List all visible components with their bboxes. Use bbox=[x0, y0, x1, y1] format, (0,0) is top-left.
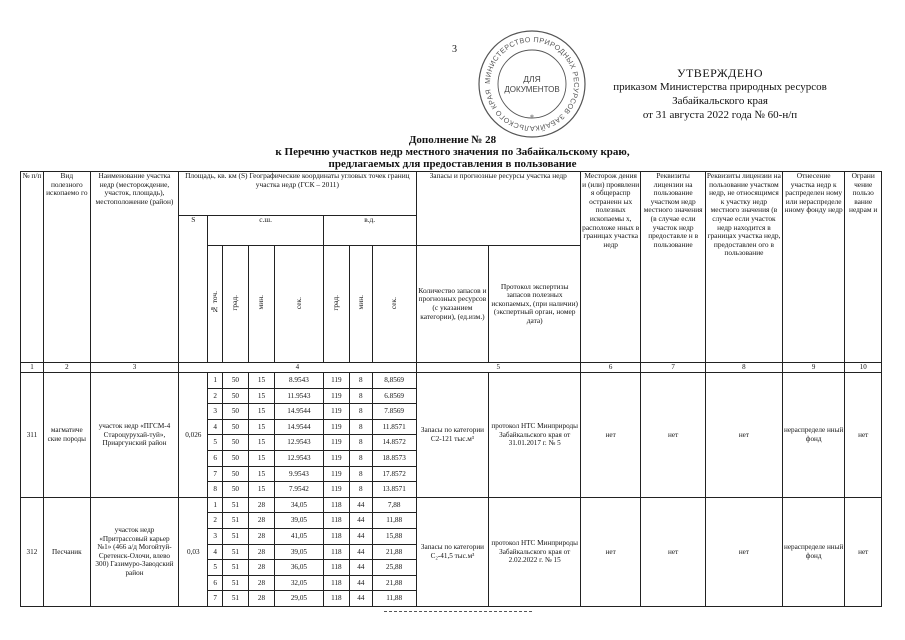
point-no: 2 bbox=[208, 388, 223, 404]
lat-min: 28 bbox=[248, 575, 274, 591]
lat-min: 15 bbox=[248, 482, 274, 498]
point-no: 7 bbox=[208, 591, 223, 607]
lon-min: 8 bbox=[349, 450, 372, 466]
approval-block bbox=[600, 66, 840, 122]
lat-min: 28 bbox=[248, 591, 274, 607]
lat-deg: 50 bbox=[222, 482, 248, 498]
record-license-other: нет bbox=[705, 373, 782, 498]
lon-deg: 119 bbox=[323, 466, 349, 482]
header-plot-name: Наименование участка недр (месторождение, участок, площадь), местоположение (район) bbox=[90, 172, 178, 363]
lat-sec: 14.9544 bbox=[274, 419, 323, 435]
header-restriction: Ограни чение пользо вание недрам и bbox=[845, 172, 882, 363]
lon-min: 8 bbox=[349, 373, 372, 389]
header-no: № п/п bbox=[21, 172, 44, 363]
header-point-no: № точ. bbox=[208, 246, 223, 363]
record-fund: нераспределе нный фонд bbox=[782, 497, 844, 606]
header-reserves-protocol: Протокол экспертизы запасов полезных ископаемых, (при наличии) (экспертный орган, номер дата) bbox=[489, 246, 581, 363]
lon-min: 44 bbox=[349, 528, 372, 544]
record-restriction: нет bbox=[845, 497, 882, 606]
lat-min: 28 bbox=[248, 497, 274, 513]
header-area-s: S bbox=[179, 216, 208, 363]
lon-sec: 7,88 bbox=[372, 497, 416, 513]
record-protocol: протокол НТС Минприроды Забайкальского края от 2.02.2022 г. № 15 bbox=[489, 497, 581, 606]
lat-sec: 36,05 bbox=[274, 560, 323, 576]
lat-deg: 50 bbox=[222, 466, 248, 482]
stamp-center-line1: ДЛЯ bbox=[523, 74, 541, 84]
point-no: 6 bbox=[208, 575, 223, 591]
point-no: 2 bbox=[208, 513, 223, 529]
point-no: 1 bbox=[208, 373, 223, 389]
lon-min: 8 bbox=[349, 419, 372, 435]
lon-min: 8 bbox=[349, 482, 372, 498]
lon-deg: 118 bbox=[323, 575, 349, 591]
lon-deg: 119 bbox=[323, 482, 349, 498]
lat-deg: 51 bbox=[222, 497, 248, 513]
lon-sec: 14.8572 bbox=[372, 435, 416, 451]
record-deposits: нет bbox=[580, 373, 640, 498]
lat-deg: 51 bbox=[222, 591, 248, 607]
record-deposits: нет bbox=[580, 497, 640, 606]
lat-min: 15 bbox=[248, 419, 274, 435]
lon-deg: 118 bbox=[323, 544, 349, 560]
record-mineral: Песчаник bbox=[43, 497, 90, 606]
header-lat-deg: град. bbox=[222, 246, 248, 363]
lat-deg: 50 bbox=[222, 450, 248, 466]
official-seal-stamp bbox=[476, 28, 588, 140]
lat-sec: 39,05 bbox=[274, 513, 323, 529]
coordinate-row bbox=[21, 373, 882, 389]
lat-min: 15 bbox=[248, 450, 274, 466]
approval-line2: приказом Министерства природных ресурсов bbox=[613, 81, 827, 93]
lat-min: 28 bbox=[248, 544, 274, 560]
lon-deg: 119 bbox=[323, 419, 349, 435]
record-area: 0,03 bbox=[179, 497, 208, 606]
lon-sec: 11,88 bbox=[372, 591, 416, 607]
header-fund: Отнесение участка недр к распределен ному или нераспределе нному фонду недр bbox=[782, 172, 844, 363]
header-lon-sec: сек. bbox=[372, 246, 416, 363]
lon-deg: 118 bbox=[323, 513, 349, 529]
lat-min: 28 bbox=[248, 513, 274, 529]
column-numbers-row: 1 2 3 4 5 6 7 8 9 10 bbox=[21, 363, 882, 373]
header-area-coords: Площадь, кв. км (S) Географические координаты угловых точек границ участка недр (ГСК – 2011) bbox=[179, 172, 416, 216]
lat-min: 15 bbox=[248, 373, 274, 389]
lat-deg: 50 bbox=[222, 419, 248, 435]
record-license-local: нет bbox=[641, 373, 706, 498]
approval-title: УТВЕРЖДЕНО bbox=[676, 66, 763, 80]
lat-sec: 14.9544 bbox=[274, 404, 323, 420]
point-no: 1 bbox=[208, 497, 223, 513]
lon-sec: 6.8569 bbox=[372, 388, 416, 404]
lon-min: 44 bbox=[349, 513, 372, 529]
header-lat-sec: сек. bbox=[274, 246, 323, 363]
lat-sec: 32,05 bbox=[274, 575, 323, 591]
point-no: 5 bbox=[208, 435, 223, 451]
lat-deg: 51 bbox=[222, 544, 248, 560]
lat-min: 15 bbox=[248, 404, 274, 420]
title-line1: Дополнение № 28 bbox=[408, 134, 497, 146]
lon-sec: 11,88 bbox=[372, 513, 416, 529]
lat-deg: 50 bbox=[222, 404, 248, 420]
lon-sec: 21,88 bbox=[372, 575, 416, 591]
header-reserves: Запасы и прогнозные ресурсы участка недр bbox=[416, 172, 580, 246]
lat-sec: 39,05 bbox=[274, 544, 323, 560]
lon-sec: 8,8569 bbox=[372, 373, 416, 389]
lon-deg: 119 bbox=[323, 435, 349, 451]
point-no: 4 bbox=[208, 419, 223, 435]
document-title bbox=[180, 134, 725, 170]
header-lon-min: мин. bbox=[349, 246, 372, 363]
lat-sec: 8.9543 bbox=[274, 373, 323, 389]
point-no: 4 bbox=[208, 544, 223, 560]
lat-deg: 50 bbox=[222, 435, 248, 451]
point-no: 3 bbox=[208, 528, 223, 544]
stamp-center-line2: ДОКУМЕНТОВ bbox=[504, 85, 560, 94]
title-line3: предлагаемых для предоставления в пользование bbox=[328, 158, 577, 170]
lon-sec: 18.8573 bbox=[372, 450, 416, 466]
lon-sec: 7.8569 bbox=[372, 404, 416, 420]
lon-min: 8 bbox=[349, 466, 372, 482]
record-reserves: Запасы по категории С2-121 тыс.м³ bbox=[416, 373, 489, 498]
record-area: 0,026 bbox=[179, 373, 208, 498]
record-plot-name: участок недр «ПГСМ-4 Староцурухай-туй», Приаргунский район bbox=[90, 373, 178, 498]
coordinate-row bbox=[21, 497, 882, 513]
point-no: 5 bbox=[208, 560, 223, 576]
lat-deg: 51 bbox=[222, 575, 248, 591]
lat-min: 15 bbox=[248, 466, 274, 482]
header-deposits: Месторож дения и (или) проявлени я общераспр остраненн ых полезных ископаемы х, расположе нных в границах участка недр bbox=[580, 172, 640, 363]
lat-sec: 11.9543 bbox=[274, 388, 323, 404]
lon-deg: 119 bbox=[323, 404, 349, 420]
record-restriction: нет bbox=[845, 373, 882, 498]
record-license-other: нет bbox=[705, 497, 782, 606]
approval-line3: Забайкальского края bbox=[672, 95, 768, 107]
lon-sec: 15,88 bbox=[372, 528, 416, 544]
record-fund: нераспределе нный фонд bbox=[782, 373, 844, 498]
header-license-other: Реквизиты лицензии на пользование участком недр, не относящимся к участку недр местного значения (в случае если участок недр находится в границах участка недр, предоставлен ого в пользование bbox=[705, 172, 782, 363]
lon-sec: 13.8571 bbox=[372, 482, 416, 498]
lat-sec: 41,05 bbox=[274, 528, 323, 544]
lon-sec: 11.8571 bbox=[372, 419, 416, 435]
header-latitude: с.ш. bbox=[208, 216, 324, 246]
header-longitude: в.д. bbox=[323, 216, 416, 246]
lon-deg: 118 bbox=[323, 560, 349, 576]
lon-min: 44 bbox=[349, 544, 372, 560]
lon-deg: 119 bbox=[323, 388, 349, 404]
header-license-local: Реквизиты лицензии на пользование участком недр местного значения (в случае если участок недр предоставле н в пользование bbox=[641, 172, 706, 363]
lon-deg: 118 bbox=[323, 528, 349, 544]
lon-min: 44 bbox=[349, 575, 372, 591]
record-number: 311 bbox=[21, 373, 44, 498]
point-no: 7 bbox=[208, 466, 223, 482]
header-lat-min: мин. bbox=[248, 246, 274, 363]
point-no: 6 bbox=[208, 450, 223, 466]
point-no: 3 bbox=[208, 404, 223, 420]
lat-sec: 29,05 bbox=[274, 591, 323, 607]
header-reserves-qty: Количество запасов и прогнозных ресурсов (с указанием категории), (ед.изм.) bbox=[416, 246, 489, 363]
subsoil-plots-table bbox=[20, 171, 882, 607]
lon-deg: 119 bbox=[323, 373, 349, 389]
lon-min: 44 bbox=[349, 591, 372, 607]
lon-min: 8 bbox=[349, 404, 372, 420]
header-lon-deg: град. bbox=[323, 246, 349, 363]
lon-sec: 17.8572 bbox=[372, 466, 416, 482]
stamp-star-icon: * bbox=[530, 113, 534, 122]
record-license-local: нет bbox=[641, 497, 706, 606]
lon-deg: 118 bbox=[323, 591, 349, 607]
lon-deg: 119 bbox=[323, 450, 349, 466]
title-line2: к Перечню участков недр местного значения по Забайкальскому краю, bbox=[275, 146, 630, 158]
record-mineral: магматиче ские породы bbox=[43, 373, 90, 498]
lat-deg: 51 bbox=[222, 560, 248, 576]
lat-deg: 51 bbox=[222, 528, 248, 544]
record-protocol: протокол НТС Минприроды Забайкальского края от 31.01.2017 г. № 5 bbox=[489, 373, 581, 498]
record-number: 312 bbox=[21, 497, 44, 606]
lat-min: 28 bbox=[248, 560, 274, 576]
lat-min: 15 bbox=[248, 435, 274, 451]
record-plot-name: участок недр «Притрассовый карьер №1» (466 а/д Могойтуй-Сретенск-Олочи, влево 300) Газимуро-Заводский район bbox=[90, 497, 178, 606]
lon-sec: 21,88 bbox=[372, 544, 416, 560]
lat-min: 28 bbox=[248, 528, 274, 544]
page-number: 3 bbox=[452, 44, 457, 55]
footer-dashed-line bbox=[384, 611, 532, 612]
point-no: 8 bbox=[208, 482, 223, 498]
lon-min: 44 bbox=[349, 497, 372, 513]
lat-deg: 50 bbox=[222, 373, 248, 389]
lat-sec: 9.9543 bbox=[274, 466, 323, 482]
lat-deg: 50 bbox=[222, 388, 248, 404]
lat-sec: 12.9543 bbox=[274, 435, 323, 451]
approval-line4: от 31 августа 2022 года № 60-н/п bbox=[642, 109, 798, 121]
lat-min: 15 bbox=[248, 388, 274, 404]
lon-min: 8 bbox=[349, 388, 372, 404]
lat-deg: 51 bbox=[222, 513, 248, 529]
stamp-ring-text: МИНИСТЕРСТВО ПРИРОДНЫХ РЕСУРСОВ ЗАБАЙКАЛЬСКОГО КРАЯ bbox=[482, 34, 582, 134]
lon-min: 8 bbox=[349, 435, 372, 451]
lon-deg: 118 bbox=[323, 497, 349, 513]
lat-sec: 34,05 bbox=[274, 497, 323, 513]
record-reserves: Запасы по категории С₂-41,5 тыс.м³ bbox=[416, 497, 489, 606]
records-body bbox=[21, 373, 882, 607]
lon-sec: 25,88 bbox=[372, 560, 416, 576]
header-mineral: Вид полезного ископаемо го bbox=[43, 172, 90, 363]
lon-min: 44 bbox=[349, 560, 372, 576]
lat-sec: 12.9543 bbox=[274, 450, 323, 466]
lat-sec: 7.9542 bbox=[274, 482, 323, 498]
